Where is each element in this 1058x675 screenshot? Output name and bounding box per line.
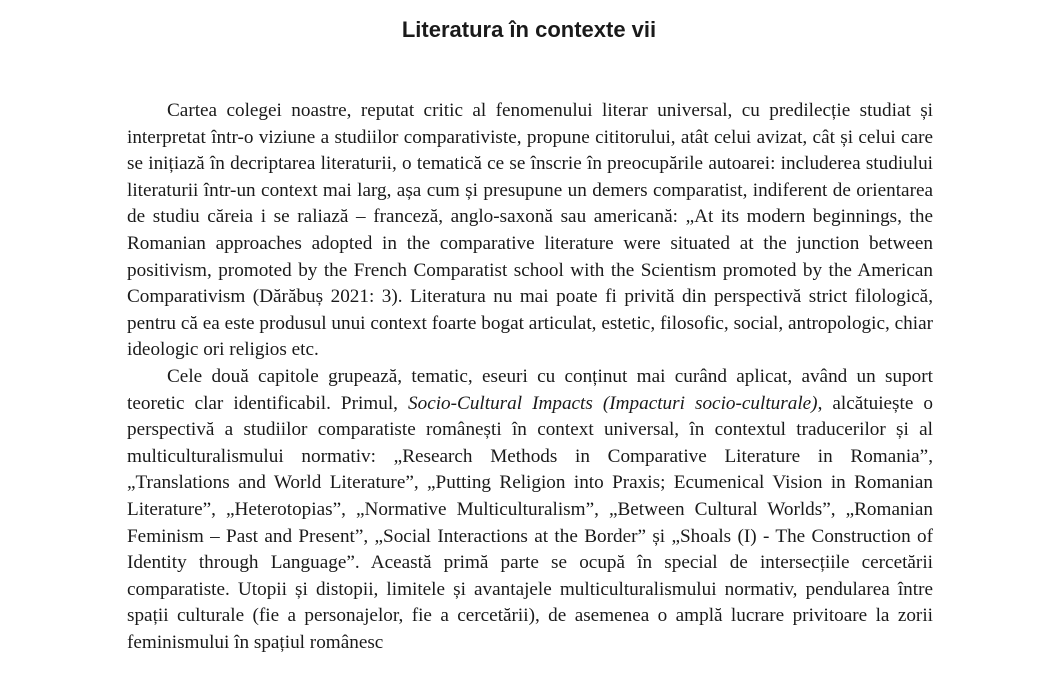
paragraph-chapters-rest: , alcătuiește o perspectivă a studiilor comparatiste românești în context universal, în contextul traducerilor și al multiculturalismului normativ: „Research Methods in Comparative Literature in Romania”, „Translations and World Literature”, „Putting Religion into Praxis; Ecumenical Vision in Romanian Literature”, „Heterotopias”, „Normative Multiculturalism”, „Between Cultural Worlds”, „Romanian Feminism – Past and Present”, „Social Interactions at the Border” și „Shoals (I) - The Construction of Identity through Language”. Această primă parte se ocupă în special de intersecțiile cercetării comparatiste. Utopii și distopii, limitele și avantajele multiculturalismului normativ, pendularea între spații culturale (fie a personajelor, fie a cercetării), de asemenea o amplă lucrare privitoare la zorii feminismului în spațiul românesc	[127, 392, 934, 653]
chapter-one-title: Socio-Cultural Impacts (Impacturi socio-culturale)	[408, 392, 818, 414]
paragraph-chapters-lead: Cele două capitole grupează, tematic, eseuri cu conținut mai curând aplicat, având un suport teoretic clar identificabil. Primul,	[127, 365, 933, 414]
paragraph-intro: Cartea colegei noastre, reputat critic al fenomenului literar universal, cu predilecție studiat și interpretat într-o viziune a studiilor comparativiste, propune cititorului, atât celui avizat, cât și celui care se inițiază în decriptarea literaturii, o tematică ce se înscrie în preocupările autoarei: includerea studiului literaturii într-un context mai larg, așa cum și presupune un demers comparatist, indiferent de orientarea de studiu căreia i se raliază – franceză, anglo-saxonă sau americană: „At its modern beginnings, the Romanian approaches adopted in the comparative literature were situated at the junction between positivism, promoted by the French Comparatist school with the Scientism promoted by the American Comparativism (Dărăbuș 2021: 3). Literatura nu mai poate fi privită din perspectivă strict filologică, pentru că ea este produsul unui context foarte bogat articulat, estetic, filosofic, social, antropologic, chiar ideologic ori religios etc.	[127, 100, 933, 361]
document-body	[127, 98, 933, 656]
document-title: Literatura în contexte vii	[401, 17, 657, 42]
paragraph-chapters	[127, 364, 933, 657]
